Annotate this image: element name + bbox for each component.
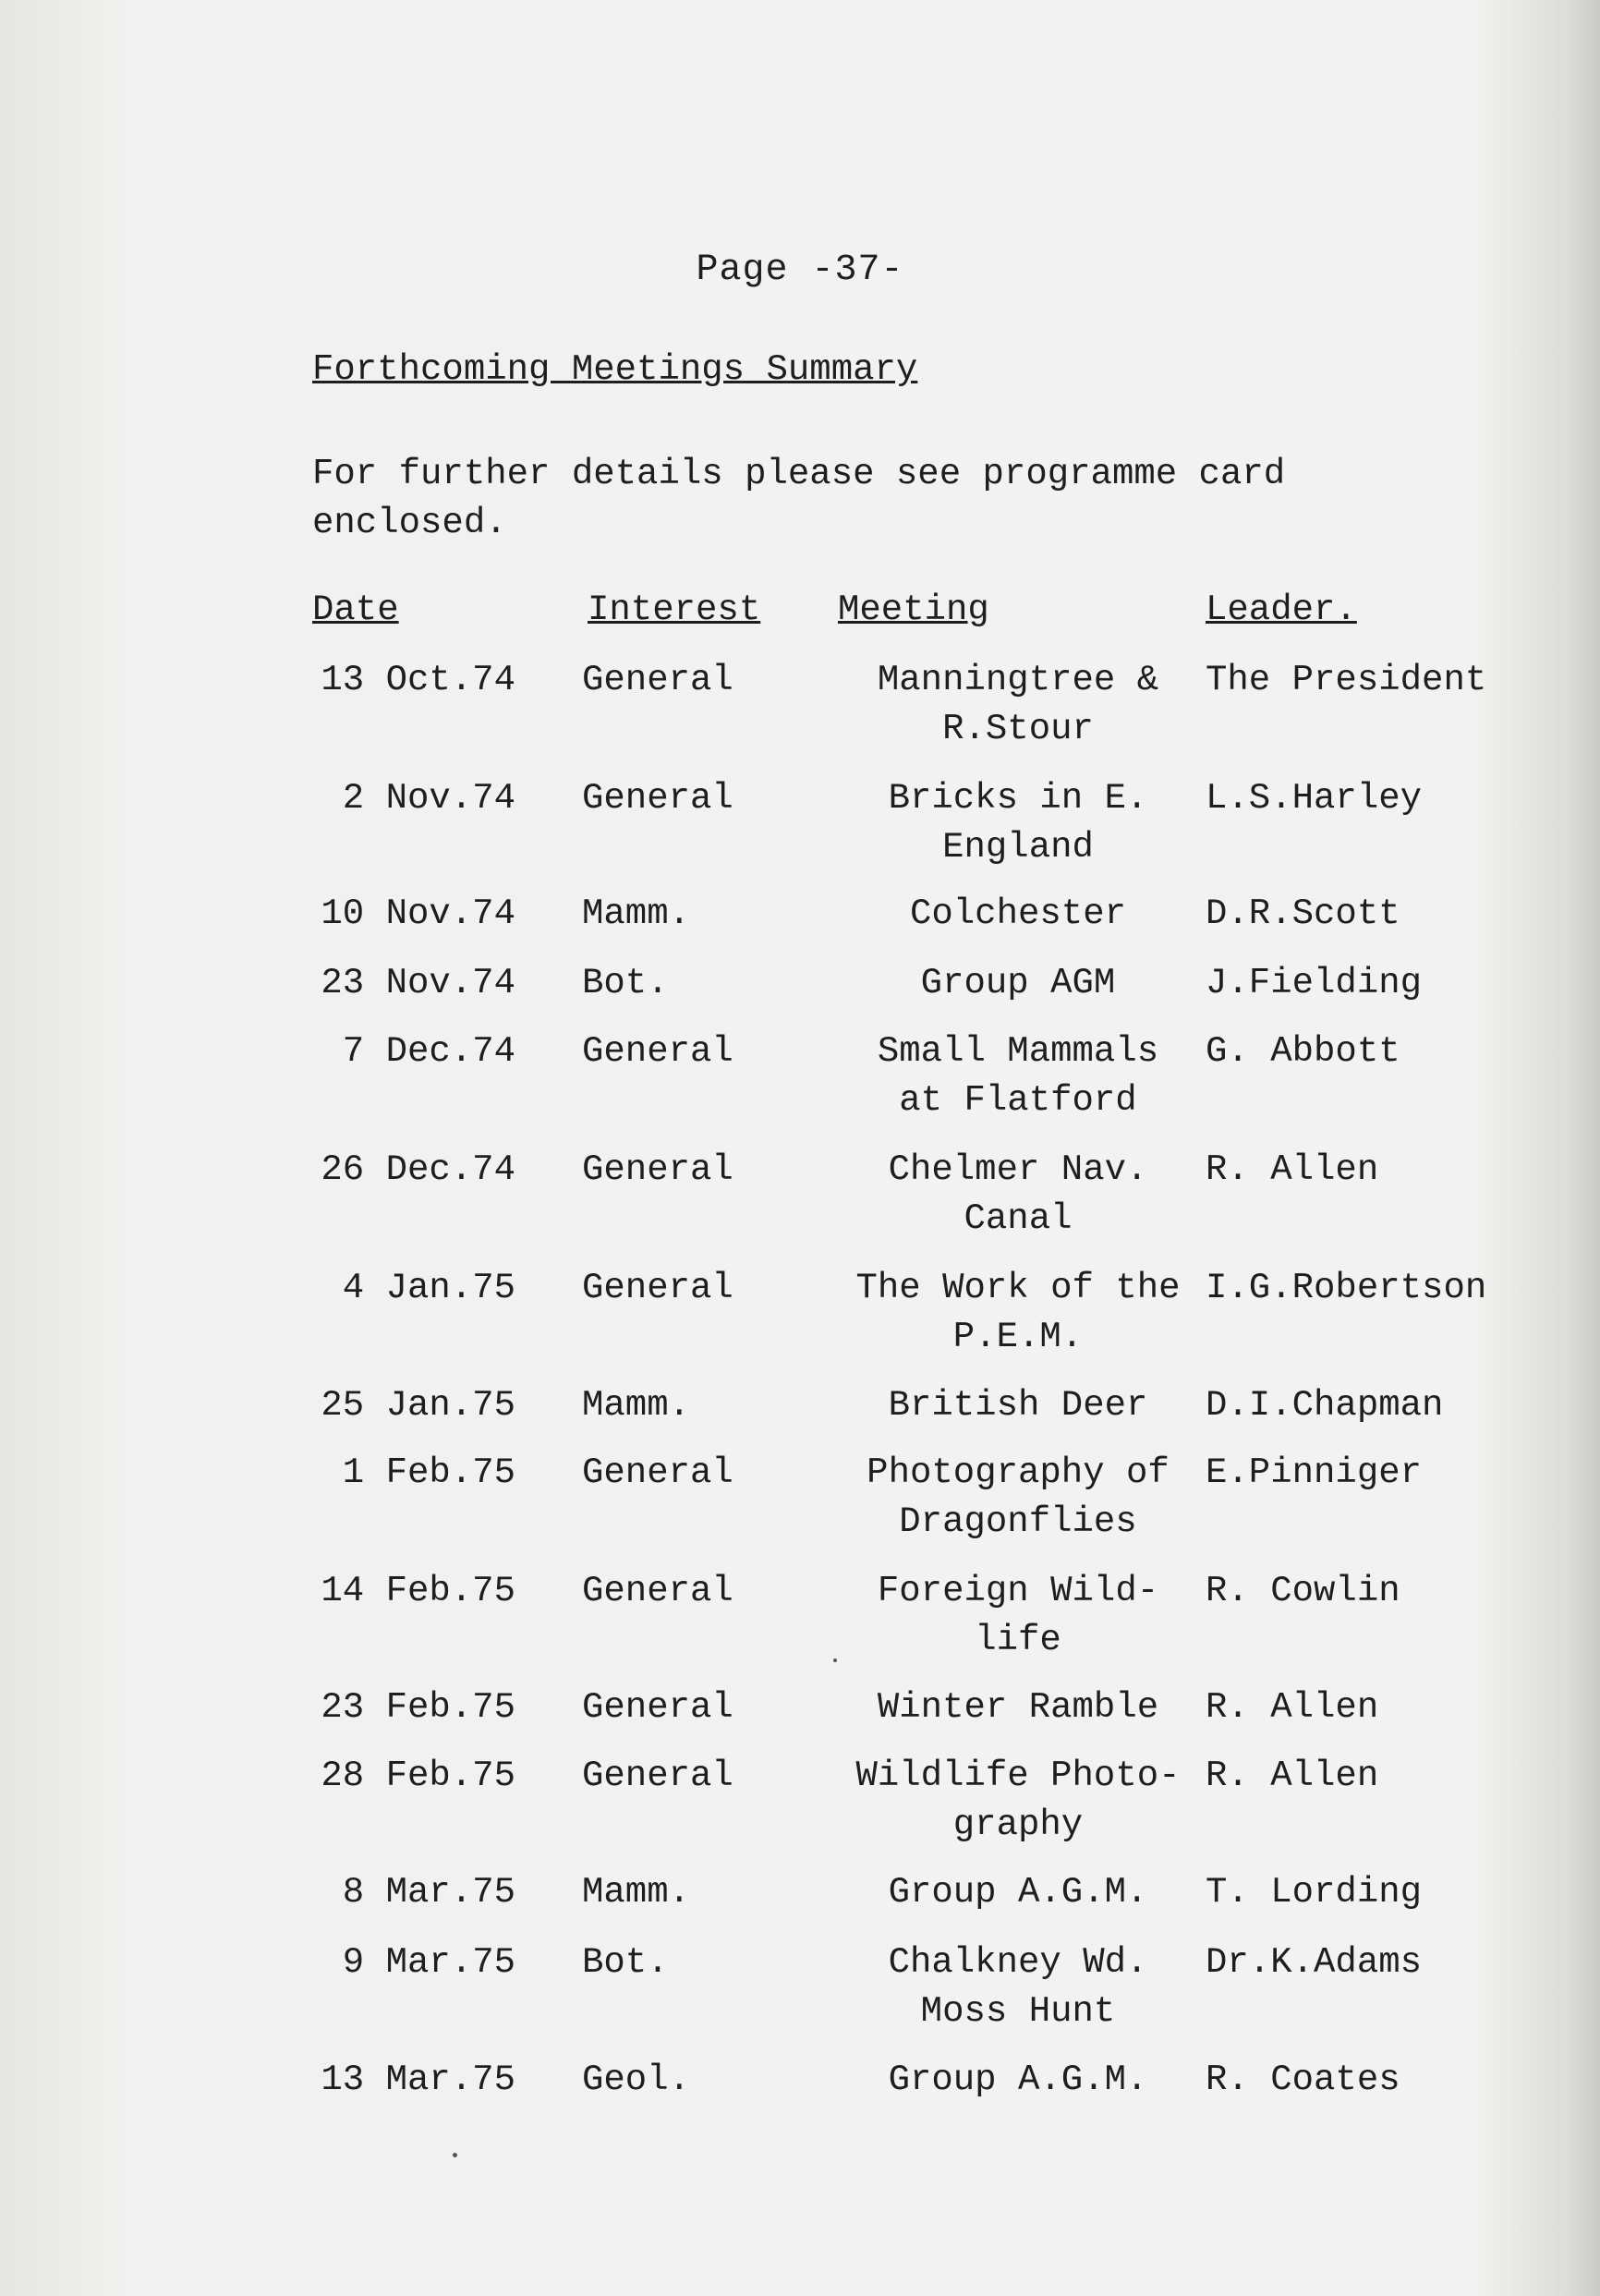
meeting-leader: I.G.Robertson xyxy=(1206,1268,1487,1308)
meeting-leader: The President xyxy=(1206,660,1487,700)
meeting-interest: Bot. xyxy=(582,1942,669,1983)
meeting-leader: R. Cowlin xyxy=(1206,1571,1400,1611)
meeting-row xyxy=(0,1449,1600,1542)
meeting-leader: E.Pinniger xyxy=(1206,1452,1423,1493)
meeting-row xyxy=(0,1683,1600,1728)
meeting-interest: General xyxy=(582,1687,733,1728)
meeting-leader: J.Fielding xyxy=(1206,963,1423,1003)
meeting-leader: L.S.Harley xyxy=(1206,778,1423,819)
meeting-row xyxy=(0,2056,1600,2100)
meeting-row xyxy=(0,959,1600,1003)
meeting-title: Photography of Dragonflies xyxy=(867,1452,1170,1542)
meeting-title: Group A.G.M. xyxy=(888,2059,1148,2100)
meeting-leader: R. Coates xyxy=(1206,2059,1400,2100)
meeting-date: 7 Dec.74 xyxy=(342,1031,515,1072)
page-number: Page -37- xyxy=(696,249,904,291)
meeting-title: British Deer xyxy=(888,1385,1148,1426)
meeting-leader: R. Allen xyxy=(1206,1687,1379,1728)
meeting-date: 4 Jan.75 xyxy=(342,1268,515,1308)
meeting-date: 13 Mar.75 xyxy=(321,2059,515,2100)
meeting-row xyxy=(0,1752,1600,1845)
column-header-leader: Leader. xyxy=(1206,589,1357,630)
meeting-date: 28 Feb.75 xyxy=(321,1755,515,1796)
column-header-meeting: Meeting xyxy=(838,589,989,630)
meeting-interest: General xyxy=(582,1031,733,1072)
meeting-title: Bricks in E. England xyxy=(888,778,1148,868)
meeting-title: Small Mammals at Flatford xyxy=(877,1031,1159,1121)
page-title: Forthcoming Meetings Summary xyxy=(312,349,918,390)
meeting-leader: Dr.K.Adams xyxy=(1206,1942,1423,1983)
meeting-date: 25 Jan.75 xyxy=(321,1385,515,1426)
meeting-date: 8 Mar.75 xyxy=(342,1872,515,1913)
meeting-title: Manningtree & R.Stour xyxy=(877,660,1159,749)
meeting-title: Group AGM xyxy=(920,963,1116,1003)
meeting-leader: T. Lording xyxy=(1206,1872,1423,1913)
meeting-row xyxy=(0,774,1600,868)
meeting-row xyxy=(0,1938,1600,2032)
column-header-interest: Interest xyxy=(588,589,761,630)
meeting-interest: Mamm. xyxy=(582,1385,691,1426)
meeting-interest: General xyxy=(582,1149,733,1190)
meeting-interest: General xyxy=(582,778,733,819)
meeting-row xyxy=(0,1381,1600,1426)
meeting-interest: General xyxy=(582,1268,733,1308)
paper-speck xyxy=(833,1658,837,1662)
paper-speck xyxy=(453,2153,457,2157)
meeting-leader: R. Allen xyxy=(1206,1149,1379,1190)
meeting-leader: G. Abbott xyxy=(1206,1031,1400,1072)
meeting-title: Winter Ramble xyxy=(877,1687,1159,1728)
meeting-date: 26 Dec.74 xyxy=(321,1149,515,1190)
meeting-interest: General xyxy=(582,660,733,700)
meeting-title: The Work of the P.E.M. xyxy=(855,1268,1181,1357)
meeting-title: Foreign Wild- life xyxy=(877,1571,1159,1660)
meeting-date: 23 Feb.75 xyxy=(321,1687,515,1728)
meeting-interest: General xyxy=(582,1755,733,1796)
meeting-interest: Geol. xyxy=(582,2059,691,2100)
meeting-title: Colchester xyxy=(909,893,1127,934)
meeting-row xyxy=(0,656,1600,749)
column-header-date: Date xyxy=(312,589,399,630)
meeting-interest: Mamm. xyxy=(582,893,691,934)
meeting-row xyxy=(0,1027,1600,1121)
meeting-leader: D.I.Chapman xyxy=(1206,1385,1444,1426)
meeting-row xyxy=(0,1567,1600,1660)
meeting-date: 14 Feb.75 xyxy=(321,1571,515,1611)
meeting-interest: General xyxy=(582,1571,733,1611)
meeting-interest: Mamm. xyxy=(582,1872,691,1913)
meeting-leader: D.R.Scott xyxy=(1206,893,1400,934)
meeting-title: Group A.G.M. xyxy=(888,1872,1148,1913)
meeting-date: 10 Nov.74 xyxy=(321,893,515,934)
meeting-date: 2 Nov.74 xyxy=(342,778,515,819)
meeting-row xyxy=(0,1146,1600,1239)
meeting-interest: Bot. xyxy=(582,963,669,1003)
meeting-date: 13 Oct.74 xyxy=(321,660,515,700)
meeting-row xyxy=(0,1868,1600,1913)
intro-text: For further details please see programme card enclosed. xyxy=(312,454,1286,543)
meeting-date: 23 Nov.74 xyxy=(321,963,515,1003)
meeting-leader: R. Allen xyxy=(1206,1755,1379,1796)
meeting-row xyxy=(0,1264,1600,1357)
meeting-title: Chelmer Nav. Canal xyxy=(888,1149,1148,1239)
meeting-title: Wildlife Photo- graphy xyxy=(855,1755,1181,1845)
meeting-interest: General xyxy=(582,1452,733,1493)
meeting-date: 1 Feb.75 xyxy=(342,1452,515,1493)
meeting-date: 9 Mar.75 xyxy=(342,1942,515,1983)
meeting-row xyxy=(0,890,1600,934)
meeting-title: Chalkney Wd. Moss Hunt xyxy=(888,1942,1148,2032)
